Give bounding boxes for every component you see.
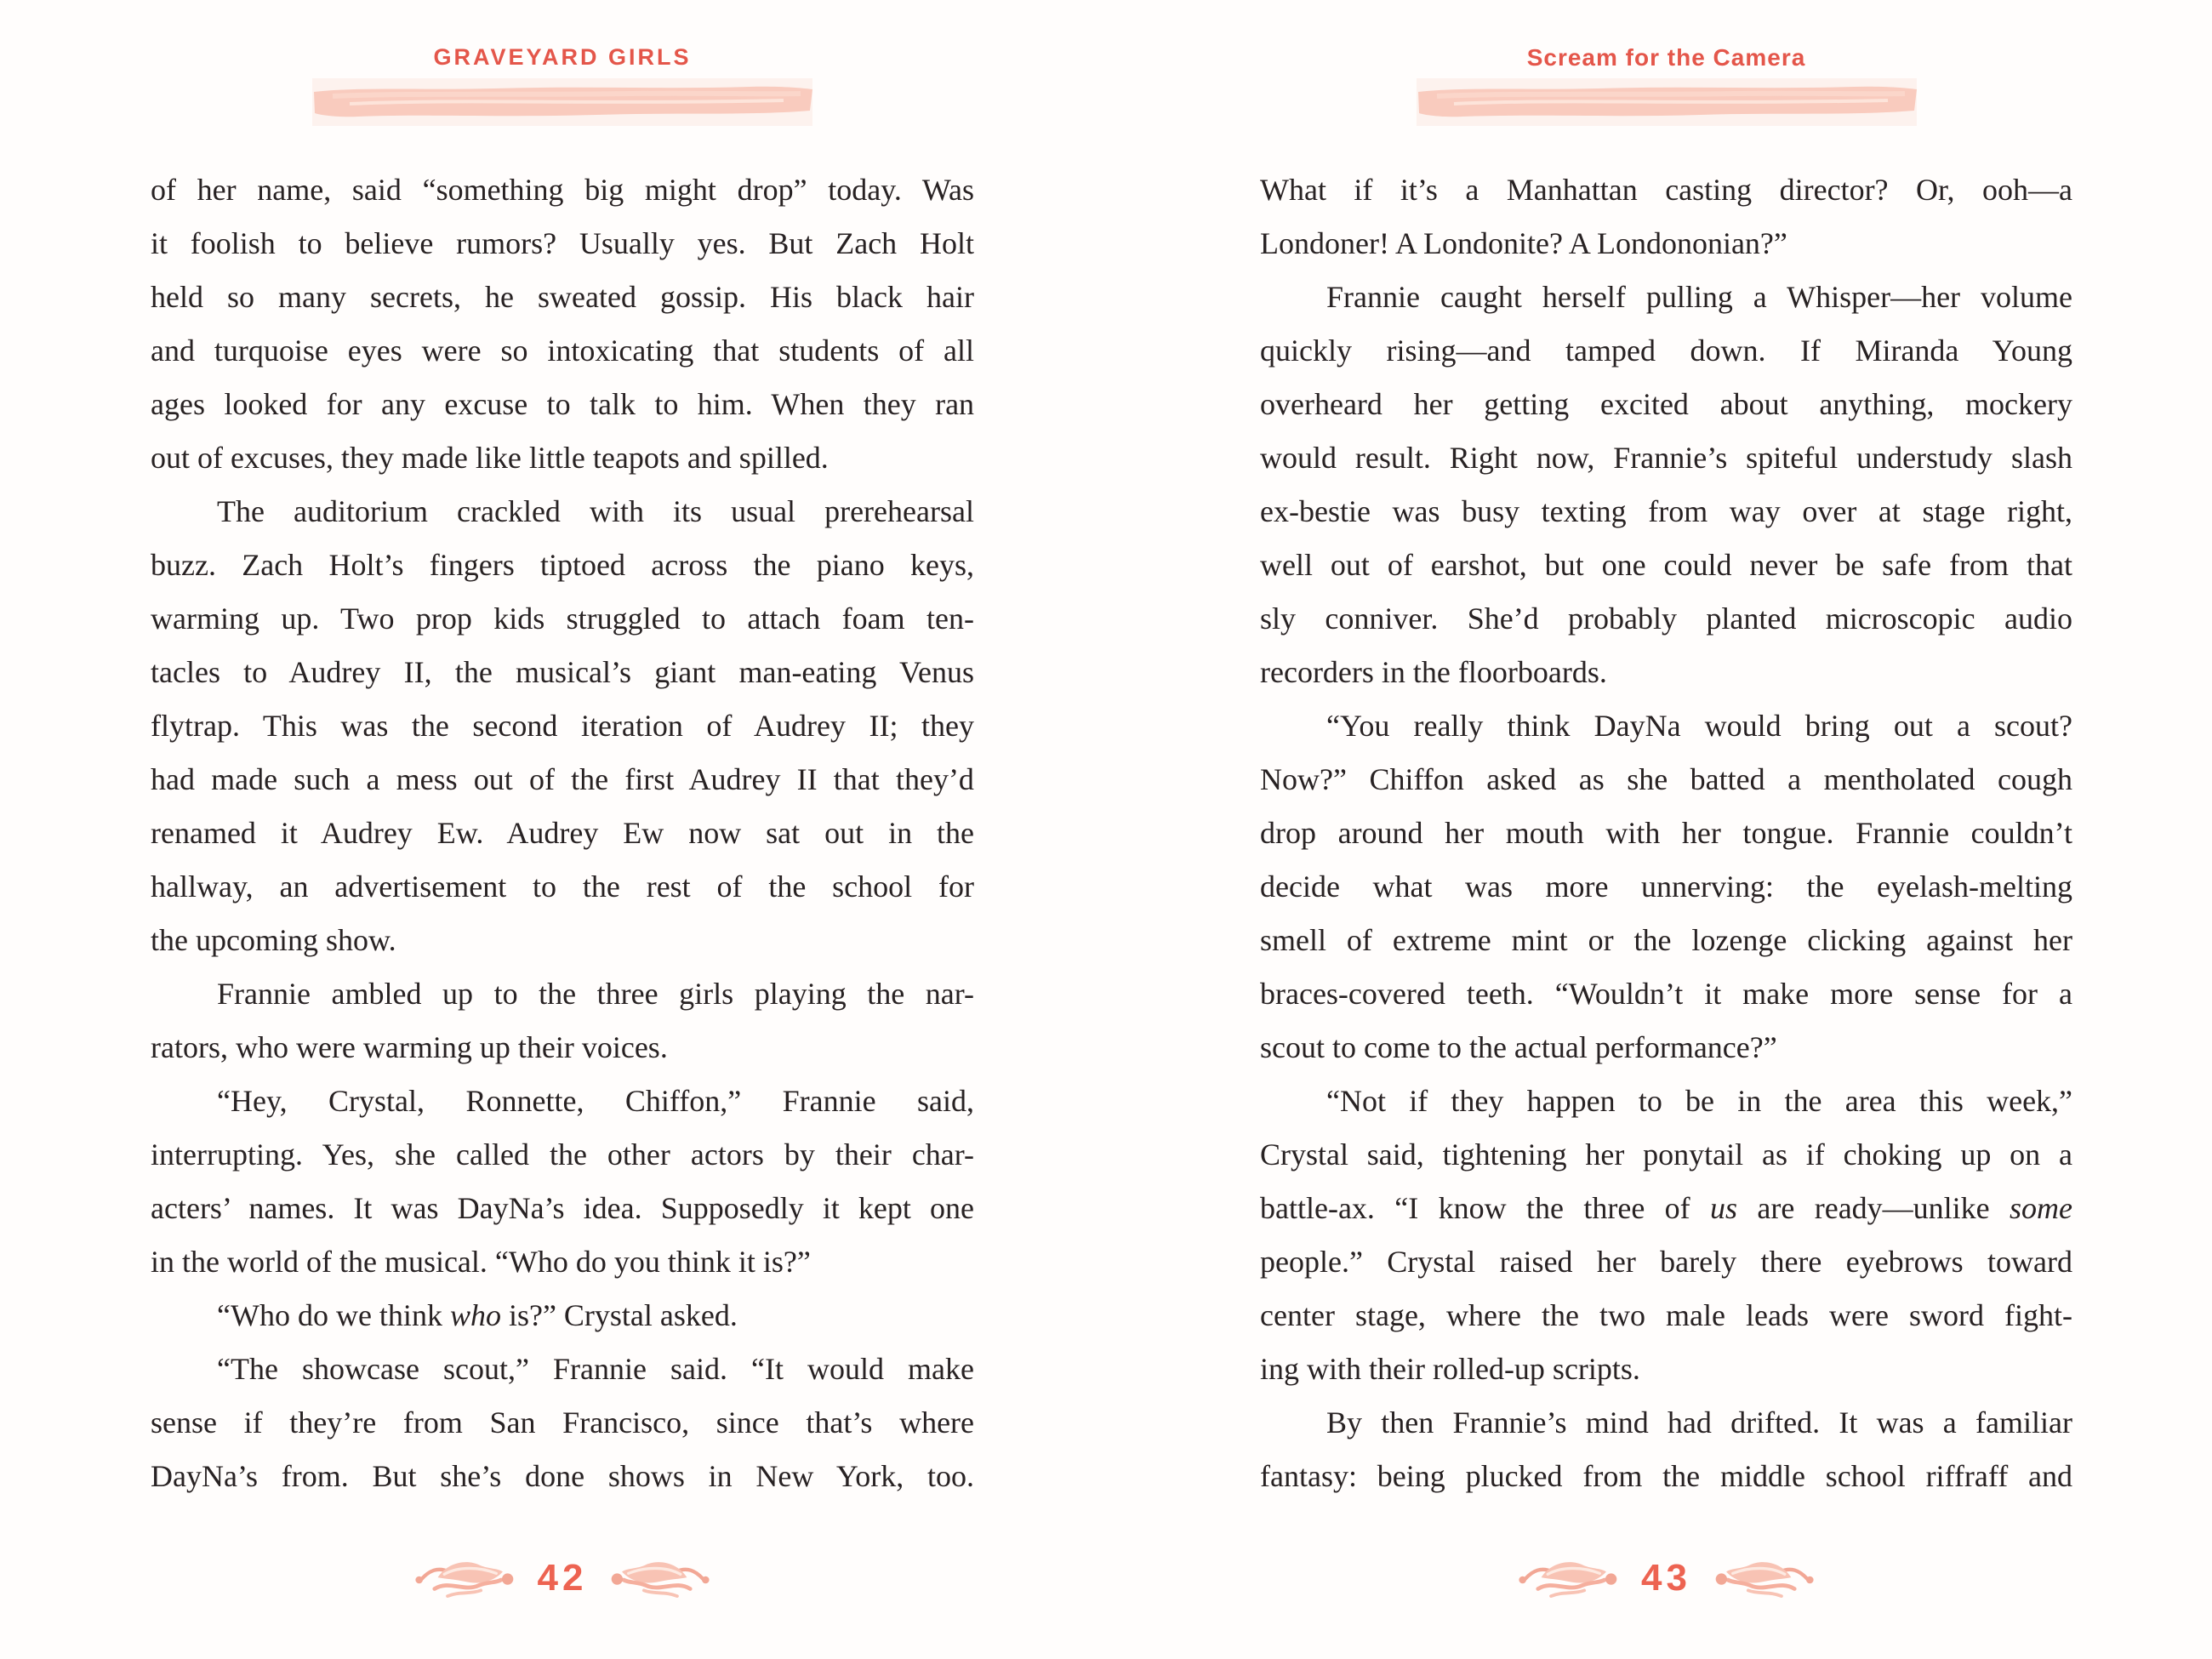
swirl-flourish-icon bbox=[1710, 1555, 1816, 1605]
text-line: ages looked for any excuse to talk to him. When they ran bbox=[151, 387, 975, 421]
text-line: would result. Right now, Frannie’s spiteful understudy slash bbox=[1260, 441, 2072, 475]
text-line: the upcoming show. bbox=[151, 923, 396, 957]
page-right bbox=[1260, 0, 2072, 1659]
page-number: 43 bbox=[1641, 1557, 1691, 1599]
text-line: fantasy: being plucked from the middle school riffraff and bbox=[1260, 1459, 2072, 1493]
text-line: had made such a mess out of the first Audrey II that they’d bbox=[151, 762, 974, 796]
left-page-footer bbox=[151, 1555, 974, 1605]
text-line: recorders in the floorboards. bbox=[1260, 655, 1607, 689]
right-running-head: Scream for the Camera bbox=[1526, 44, 1806, 71]
text-line: “The showcase scout,” Frannie said. “It would make bbox=[217, 1352, 974, 1386]
text-line: ex-bestie was busy texting from way over at stage right, bbox=[1260, 494, 2073, 528]
text-line: renamed it Audrey Ew. Audrey Ew now sat out in the bbox=[151, 816, 974, 850]
text-line: What if it’s a Manhattan casting director? Or, ooh—a bbox=[1260, 173, 2072, 207]
text-line: rators, who were warming up their voices. bbox=[151, 1030, 668, 1064]
text-line: hallway, an advertisement to the rest of the school for bbox=[151, 869, 974, 904]
text-line: “Not if they happen to be in the area this week,” bbox=[1326, 1084, 2073, 1118]
brush-stroke-decoration bbox=[307, 78, 818, 128]
page-left bbox=[151, 0, 974, 1659]
text-line: out of excuses, they made like little teapots and spilled. bbox=[151, 441, 829, 475]
left-running-head: GRAVEYARD GIRLS bbox=[433, 44, 692, 70]
right-page-text bbox=[1260, 163, 2072, 1503]
text-line: acters’ names. It was DayNa’s idea. Supposedly it kept one bbox=[151, 1191, 974, 1225]
text-line: sense if they’re from San Francisco, since that’s where bbox=[151, 1405, 975, 1440]
text-line: The auditorium crackled with its usual prerehearsal bbox=[217, 494, 974, 528]
swirl-flourish-icon bbox=[1517, 1555, 1622, 1605]
text-line: Frannie caught herself pulling a Whisper—her volume bbox=[1326, 280, 2072, 314]
right-page-footer bbox=[1260, 1555, 2072, 1605]
text-line: sly conniver. She’d probably planted microscopic audio bbox=[1260, 601, 2072, 636]
text-line: scout to come to the actual performance?” bbox=[1260, 1030, 1777, 1064]
text-line: drop around her mouth with her tongue. Frannie couldn’t bbox=[1260, 816, 2072, 850]
text-line: “You really think DayNa would bring out a scout? bbox=[1326, 709, 2073, 743]
text-line: held so many secrets, he sweated gossip. His black hair bbox=[151, 280, 974, 314]
text-line: decide what was more unnerving: the eyelash-melting bbox=[1260, 869, 2072, 904]
text-line: ing with their rolled-up scripts. bbox=[1260, 1352, 1640, 1386]
text-line: quickly rising—and tamped down. If Miranda Young bbox=[1260, 334, 2072, 368]
left-page-text bbox=[151, 163, 974, 1503]
text-line: Londoner! A Londonite? A Londononian?” bbox=[1260, 226, 1787, 260]
text-line: smell of extreme mint or the lozenge clicking against her bbox=[1260, 923, 2073, 957]
text-line: Now?” Chiffon asked as she batted a mentholated cough bbox=[1260, 762, 2073, 796]
text-line: overheard her getting excited about anything, mockery bbox=[1260, 387, 2072, 421]
text-line: center stage, where the two male leads were sword fight- bbox=[1260, 1298, 2073, 1332]
text-line: well out of earshot, but one could never be safe from that bbox=[1260, 548, 2072, 582]
text-line: “Hey, Crystal, Ronnette, Chiffon,” Frannie said, bbox=[217, 1084, 975, 1118]
text-line: of her name, said “something big might drop” today. Was bbox=[151, 173, 974, 207]
text-line: warming up. Two prop kids struggled to attach foam ten- bbox=[151, 601, 974, 636]
text-line: By then Frannie’s mind had drifted. It was a familiar bbox=[1326, 1405, 2072, 1440]
text-line: people.” Crystal raised her barely there eyebrows toward bbox=[1260, 1245, 2072, 1279]
page-number: 42 bbox=[537, 1557, 588, 1599]
text-line: tacles to Audrey II, the musical’s giant man-eating Venus bbox=[151, 655, 974, 689]
swirl-flourish-icon bbox=[606, 1555, 711, 1605]
text-line: Crystal said, tightening her ponytail as if choking up on a bbox=[1260, 1137, 2072, 1172]
text-line: “Who do we think who is?” Crystal asked. bbox=[217, 1298, 738, 1332]
text-line: interrupting. Yes, she called the other actors by their char- bbox=[151, 1137, 975, 1172]
text-line: Frannie ambled up to the three girls playing the nar- bbox=[217, 977, 975, 1011]
text-line: in the world of the musical. “Who do you think it is?” bbox=[151, 1245, 811, 1279]
text-line: DayNa’s from. But she’s done shows in New York, too. bbox=[151, 1459, 974, 1493]
text-line: battle-ax. “I know the three of us are ready—unlike some bbox=[1260, 1191, 2073, 1225]
brush-stroke-decoration bbox=[1411, 78, 1922, 128]
swirl-flourish-icon bbox=[413, 1555, 519, 1605]
text-line: buzz. Zach Holt’s fingers tiptoed across the piano keys, bbox=[151, 548, 975, 582]
text-line: and turquoise eyes were so intoxicating that students of all bbox=[151, 334, 974, 368]
text-line: braces-covered teeth. “Wouldn’t it make more sense for a bbox=[1260, 977, 2073, 1011]
text-line: flytrap. This was the second iteration of Audrey II; they bbox=[151, 709, 974, 743]
text-line: it foolish to believe rumors? Usually yes. But Zach Holt bbox=[151, 226, 974, 260]
